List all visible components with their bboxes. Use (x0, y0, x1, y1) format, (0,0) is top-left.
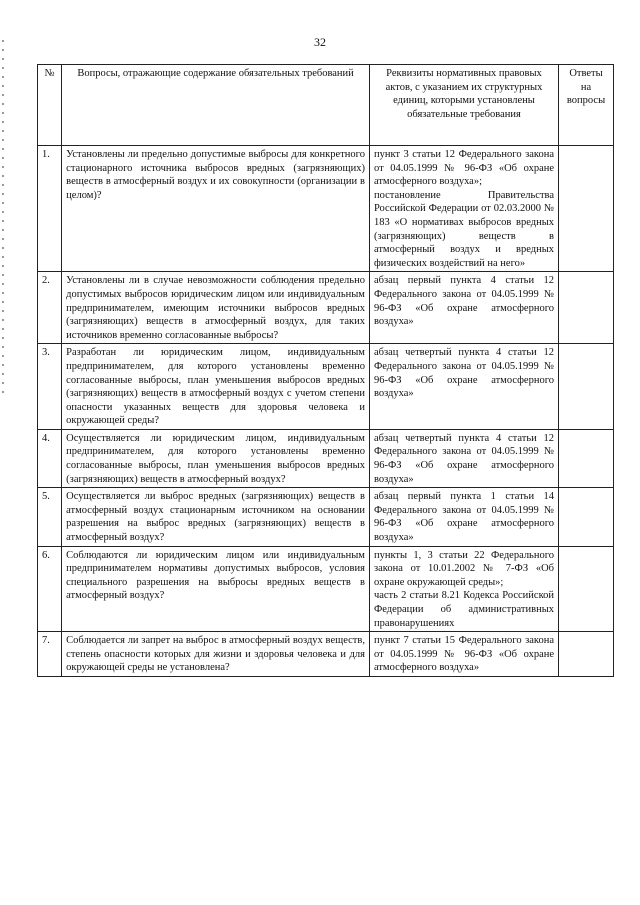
header-question: Вопросы, отражающие содержание обязательных требований (62, 65, 370, 146)
table-row (38, 632, 614, 677)
requisite-paragraph: абзац первый пункта 4 статьи 12 Федерального закона от 04.05.1999 № 96-ФЗ «Об охране атмосферного воздуха» (373, 275, 555, 328)
row-answer-cell[interactable] (559, 429, 614, 487)
row-number: 1. (38, 146, 62, 272)
requisite-paragraph: абзац четвертый пункта 4 статьи 12 Федерального закона от 04.05.1999 № 96-ФЗ «Об охране атмосферного воздуха» (373, 347, 555, 400)
requisite-paragraph: пункт 7 статьи 15 Федерального закона от 04.05.1999 № 96-ФЗ «Об охране атмосферного воздуха» (373, 635, 555, 674)
requisite-paragraph: абзац первый пункта 1 статьи 14 Федерального закона от 04.05.1999 № 96-ФЗ «Об охране атмосферного воздуха» (373, 491, 555, 544)
row-question: Осуществляется ли юридическим лицом, индивидуальным предпринимателем, для которого установлены временно согласованные выбросы, план уменьшения выбросов вредных (загрязняющих) веществ в атмосферный воздух? (62, 429, 370, 487)
row-requisites (369, 488, 558, 546)
row-number: 4. (38, 429, 62, 487)
row-question: Разработан ли юридическим лицом, индивидуальным предпринимателем, для которого установлены временно согласованные выбросы, план уменьшения выбросов вредных (загрязняющих) веществ в атмосферный воздух с учетом степени опасности указанных веществ для здоровья человека и окружающей среды? (62, 344, 370, 430)
row-answer-cell[interactable] (559, 146, 614, 272)
table-row (38, 488, 614, 546)
row-answer-cell[interactable] (559, 546, 614, 632)
requirements-table (37, 64, 614, 677)
row-answer-cell[interactable] (559, 272, 614, 344)
page-number: 32 (314, 35, 326, 49)
row-question: Соблюдается ли запрет на выброс в атмосферный воздух веществ, степень опасности которых для жизни и здоровья человека и для окружающей среды не установлена? (62, 632, 370, 677)
header-requisites: Реквизиты нормативных правовых актов, с указанием их структурных единиц, которыми установлены обязательные требования (369, 65, 558, 146)
row-question: Установлены ли в случае невозможности соблюдения предельно допустимых выбросов юридическим лицом или индивидуальным предпринимателем, имеющим источники выбросов вредных (загрязняющих) веществ в атмосферный воздух, для таких источников временно согласованные выбросы? (62, 272, 370, 344)
row-requisites (369, 146, 558, 272)
row-number: 6. (38, 546, 62, 632)
row-requisites (369, 344, 558, 430)
row-number: 7. (38, 632, 62, 677)
margin-scan-marks (2, 40, 4, 400)
requisite-paragraph: пункты 1, 3 статьи 22 Федерального закона от 10.01.2002 № 7-ФЗ «Об охране окружающей среды»; (373, 549, 555, 588)
table-row (38, 344, 614, 430)
row-question: Соблюдаются ли юридическим лицом или индивидуальным предпринимателем нормативы допустимых выбросов, условия специального разрешения на выбросы вредных веществ в атмосферный воздух? (62, 546, 370, 632)
requisite-paragraph: пункт 3 статьи 12 Федерального закона от 04.05.1999 № 96-ФЗ «Об охране атмосферного воздуха»; (373, 149, 555, 188)
row-number: 5. (38, 488, 62, 546)
row-requisites (369, 429, 558, 487)
requisite-paragraph: абзац четвертый пункта 4 статьи 12 Федерального закона от 04.05.1999 № 96-ФЗ «Об охране атмосферного воздуха» (373, 432, 555, 485)
table-row (38, 272, 614, 344)
requisite-paragraph: часть 2 статьи 8.21 Кодекса Российской Федерации об административных правонарушениях (373, 590, 555, 629)
table-row (38, 429, 614, 487)
header-answers: Ответы на вопросы (559, 65, 614, 146)
row-requisites (369, 272, 558, 344)
row-answer-cell[interactable] (559, 488, 614, 546)
table-row (38, 546, 614, 632)
row-question: Осуществляется ли выброс вредных (загрязняющих) веществ в атмосферный воздух стационарным источником на основании разрешения на выброс вредных (загрязняющих) веществ в атмосферный воздух? (62, 488, 370, 546)
row-answer-cell[interactable] (559, 632, 614, 677)
row-answer-cell[interactable] (559, 344, 614, 430)
table-body (38, 146, 614, 677)
row-requisites (369, 632, 558, 677)
header-num: № (38, 65, 62, 146)
row-number: 3. (38, 344, 62, 430)
row-question: Установлены ли предельно допустимые выбросы для конкретного стационарного источника выбросов вредных (загрязняющих) веществ в атмосферный воздух и их совокупности (организации в целом)? (62, 146, 370, 272)
row-requisites (369, 546, 558, 632)
row-number: 2. (38, 272, 62, 344)
requisite-paragraph: постановление Правительства Российской Федерации от 02.03.2000 № 183 «О нормативах выбросов вредных (загрязняющих) веществ в атмосферный воздух и вредных физических воздействий на него» (373, 189, 555, 269)
table-header-row (38, 65, 614, 146)
table-row (38, 146, 614, 272)
